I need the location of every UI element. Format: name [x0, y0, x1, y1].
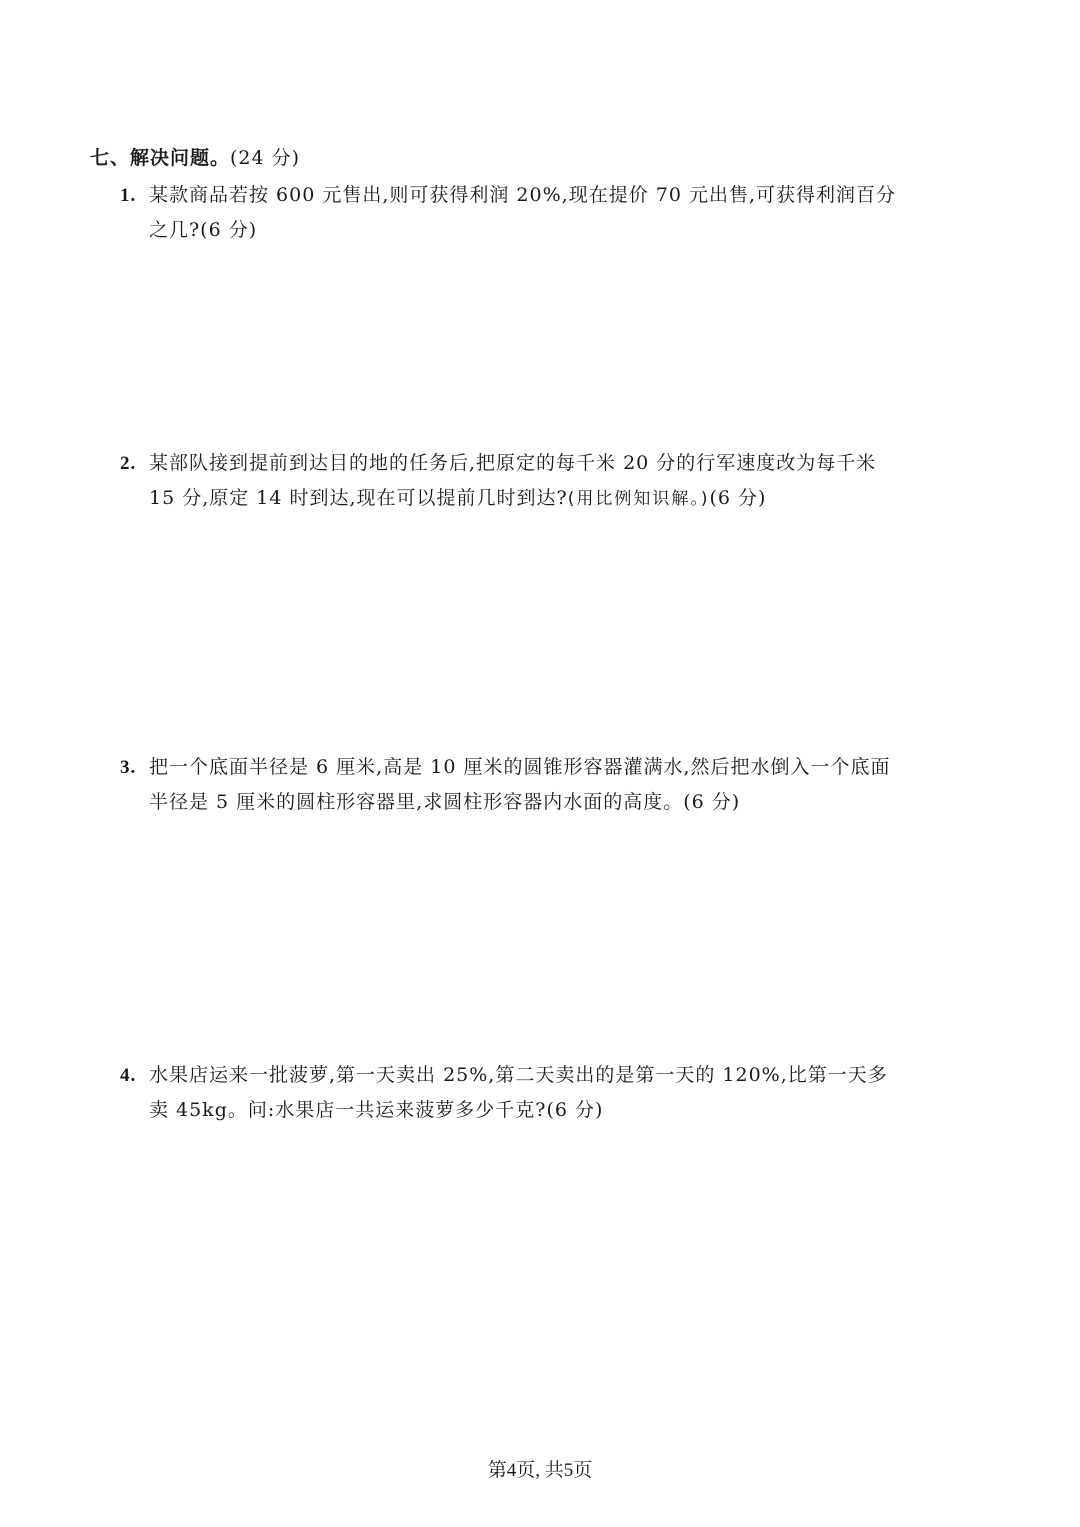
- problem-text-line-2: 之几?(6 分): [149, 219, 258, 241]
- problem-text-line-1: 水果店运来一批菠萝,第一天卖出 25%,第二天卖出的是第一天的 120%,比第一天多: [149, 1064, 888, 1086]
- problem-3: [120, 750, 960, 820]
- problem-text-line-1: 某部队接到提前到达目的地的任务后,把原定的每千米 20 分的行军速度改为每千米: [149, 452, 877, 474]
- problem-number: 4.: [120, 1065, 137, 1086]
- section-title: [90, 143, 300, 170]
- problem-number: 3.: [120, 757, 137, 778]
- problem-number: 2.: [120, 453, 137, 474]
- section-score: (24 分): [230, 147, 301, 169]
- problem-2: [120, 446, 960, 517]
- problem-text-line-2: 卖 45kg。问:水果店一共运来菠萝多少千克?(6 分): [149, 1099, 604, 1121]
- problem-1: [120, 178, 960, 248]
- problem-number: 1.: [120, 185, 137, 206]
- problem-text-line-2: 半径是 5 厘米的圆柱形容器里,求圆柱形容器内水面的高度。(6 分): [149, 791, 741, 813]
- problem-score: (6 分): [709, 487, 767, 509]
- problem-text-line-2-wrapper: [120, 481, 960, 517]
- problem-text-line-1: 把一个底面半径是 6 厘米,高是 10 厘米的圆锥形容器灌满水,然后把水倒入一个底面: [149, 756, 891, 778]
- problem-hint: (用比例知识解。): [567, 489, 710, 509]
- section-heading: 七、解决问题。: [90, 147, 231, 169]
- problem-text-line-2: 15 分,原定 14 时到达,现在可以提前几时到达?: [149, 487, 568, 509]
- problem-4: [120, 1058, 960, 1128]
- page-footer: 第4页, 共5页: [487, 1460, 593, 1481]
- problem-text-line-1: 某款商品若按 600 元售出,则可获得利润 20%,现在提价 70 元出售,可获得利润百分: [149, 184, 896, 206]
